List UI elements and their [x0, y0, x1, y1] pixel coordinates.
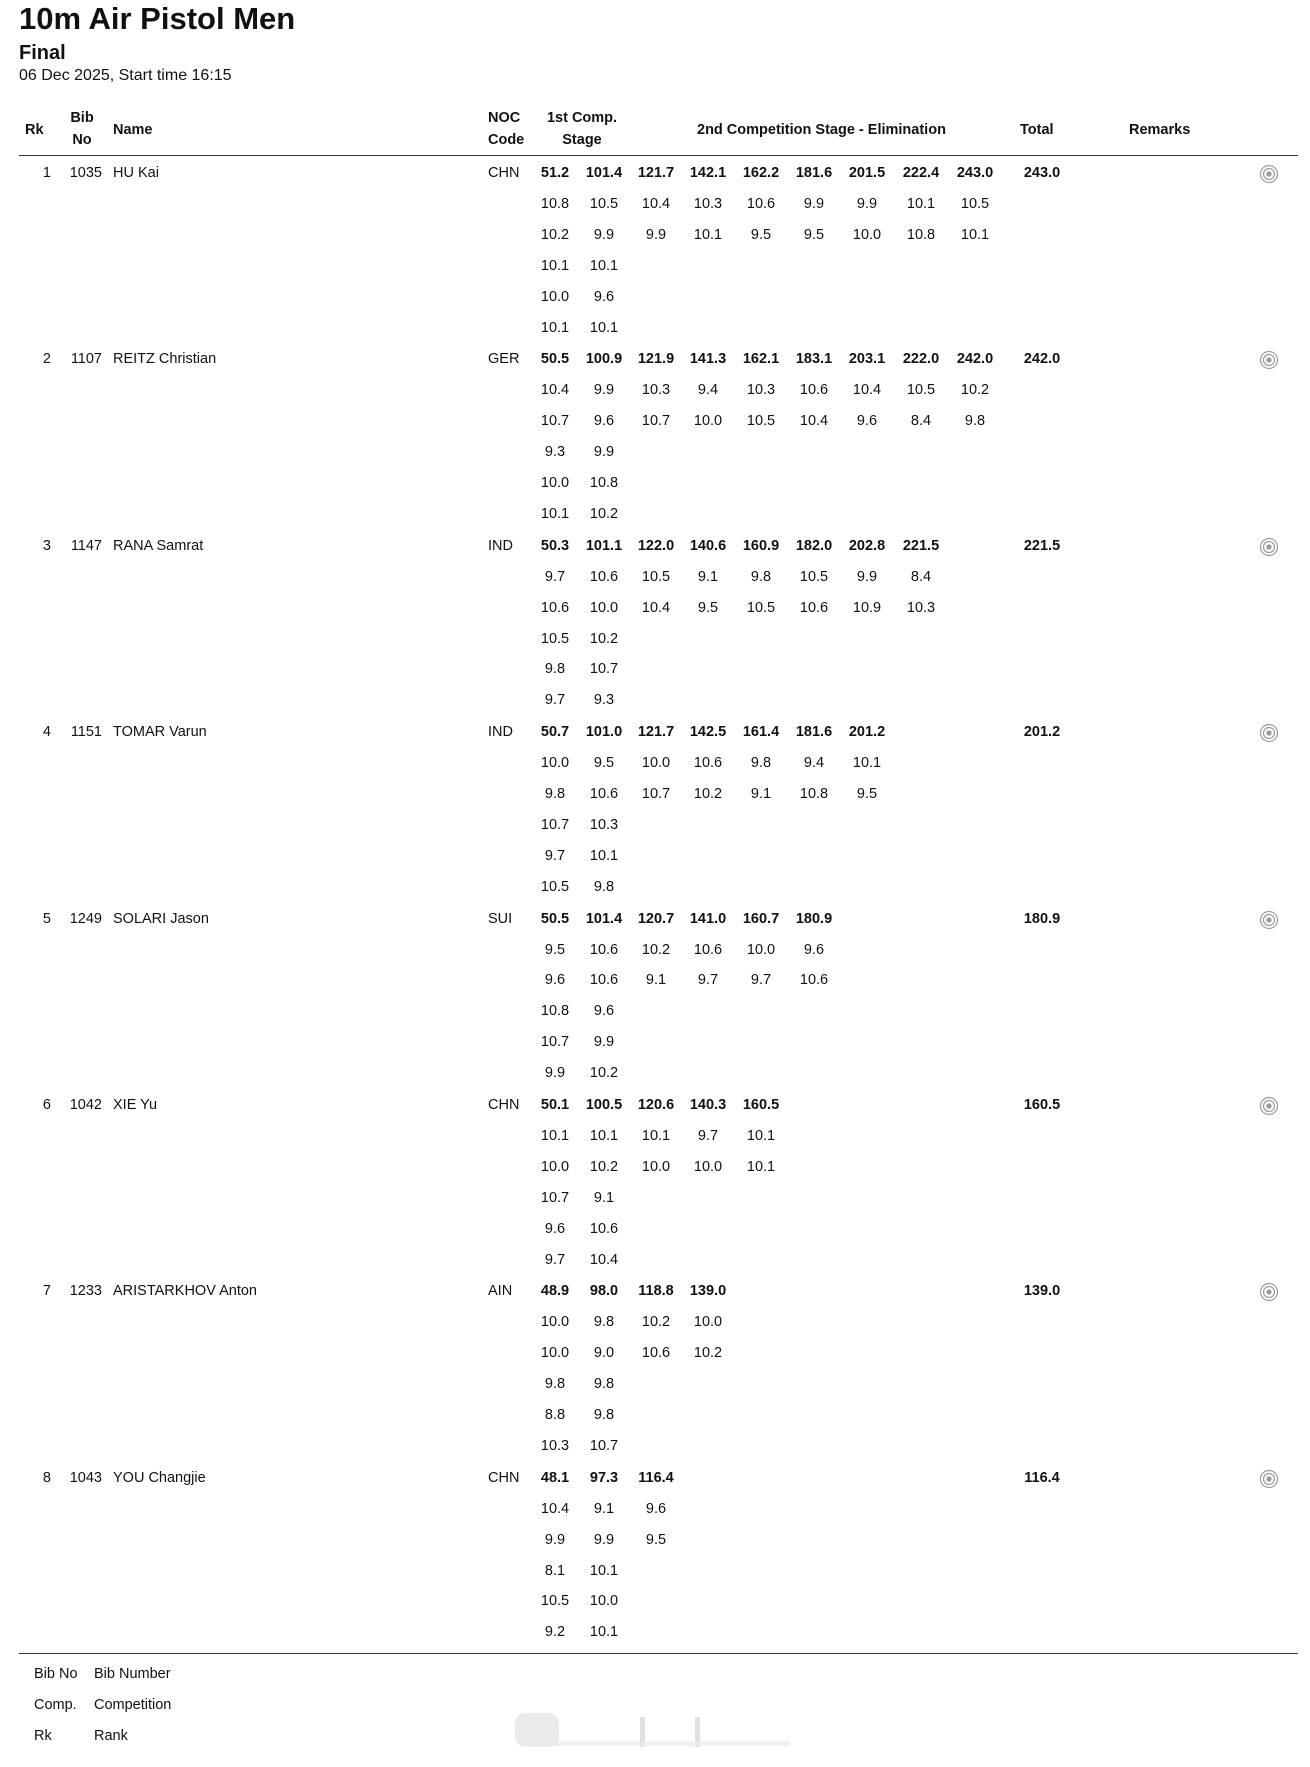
stage1-shot-score: 10.6 [589, 786, 619, 802]
stage1-shot-score: 10.1 [540, 1127, 570, 1144]
athlete-total: 201.2 [1023, 724, 1061, 741]
stage1-series-total: 101.1 [585, 537, 623, 554]
athlete-name: SOLARI Jason [113, 910, 209, 927]
stage2-shot-score: 10.7 [641, 786, 671, 802]
stage1-shot-score: 10.4 [540, 382, 570, 399]
stage2-shot-score: 10.8 [906, 226, 936, 243]
stage1-shot-score: 9.8 [593, 1376, 615, 1393]
stage1-shot-score: 10.2 [540, 226, 570, 243]
stage2-shot-score: 10.5 [746, 413, 776, 430]
stage1-shot-score: 10.1 [540, 319, 570, 336]
stage1-shot-score: 10.5 [589, 195, 619, 212]
stage1-shot-score: 10.7 [540, 413, 570, 430]
stage2-cumulative-score: 180.9 [795, 910, 833, 927]
stage1-series-total: 50.5 [540, 910, 570, 927]
athlete-noc: CHN [488, 1469, 520, 1486]
stage2-shot-score: 10.2 [641, 941, 671, 958]
stage1-shot-score: 9.6 [593, 413, 615, 430]
stage1-shot-score: 9.8 [593, 1407, 615, 1423]
header-divider [19, 155, 1298, 156]
stage1-shot-score: 9.7 [544, 1251, 566, 1268]
stage2-shot-score: 10.0 [693, 1314, 723, 1331]
stage2-shot-score: 10.6 [799, 382, 829, 399]
watermark-logo [515, 1705, 790, 1753]
stage1-shot-score: 10.6 [589, 1220, 619, 1237]
stage2-cumulative-score: 202.8 [848, 537, 886, 554]
stage1-shot-score: 9.6 [544, 972, 566, 989]
stage1-shot-score: 9.9 [544, 1065, 566, 1082]
legend-meaning: Rank [94, 1728, 128, 1744]
stage2-cumulative-score: 222.0 [902, 351, 940, 368]
header-remarks: Remarks [1129, 122, 1191, 138]
stage2-shot-score: 10.6 [799, 599, 829, 616]
header-noc-line2: Code [488, 132, 525, 148]
stage1-shot-score: 9.6 [593, 1003, 615, 1020]
stage2-shot-score: 9.7 [697, 1127, 719, 1144]
stage1-shot-score: 10.0 [540, 1314, 570, 1331]
stage1-shot-score: 10.0 [540, 1345, 570, 1362]
target-icon[interactable] [1259, 1282, 1279, 1302]
target-icon[interactable] [1259, 164, 1279, 184]
stage1-shot-score: 10.1 [589, 1624, 619, 1641]
stage2-shot-score: 10.1 [906, 195, 936, 212]
stage1-shot-score: 10.6 [589, 941, 619, 958]
stage2-shot-score: 10.4 [799, 413, 829, 430]
stage2-cumulative-score: 222.4 [902, 165, 940, 181]
athlete-total: 243.0 [1023, 165, 1061, 181]
stage2-shot-score: 10.1 [960, 226, 990, 243]
stage1-shot-score: 10.0 [589, 1593, 619, 1610]
stage2-cumulative-score: 182.0 [795, 537, 833, 554]
stage2-cumulative-score: 161.4 [742, 724, 780, 741]
stage1-shot-score: 9.5 [593, 755, 615, 772]
stage2-shot-score: 10.5 [799, 568, 829, 585]
stage1-shot-score: 10.4 [589, 1251, 619, 1268]
stage1-shot-score: 9.6 [544, 1220, 566, 1237]
stage1-shot-score: 10.1 [540, 257, 570, 274]
athlete-name: ARISTARKHOV Anton [113, 1283, 257, 1300]
stage1-series-total: 101.4 [585, 910, 623, 927]
stage1-shot-score: 10.3 [540, 1437, 570, 1454]
stage1-shot-score: 10.7 [589, 661, 619, 678]
legend-meaning: Competition [94, 1697, 172, 1713]
stage2-shot-score: 10.5 [960, 195, 990, 212]
stage2-cumulative-score: 141.0 [689, 910, 727, 927]
stage1-series-total: 97.3 [589, 1469, 619, 1486]
stage2-shot-score: 9.6 [803, 941, 825, 958]
stage2-shot-score: 9.1 [697, 568, 719, 585]
legend-abbreviation: Rk [34, 1728, 52, 1744]
stage1-shot-score: 10.0 [540, 755, 570, 772]
header-stage1-line2: Stage [562, 132, 602, 148]
header-rank: Rk [25, 122, 44, 138]
stage2-cumulative-score: 201.2 [848, 724, 886, 741]
stage2-shot-score: 9.8 [964, 413, 986, 430]
header-name: Name [113, 122, 153, 138]
athlete-bib: 1035 [69, 165, 102, 181]
stage2-cumulative-score: 183.1 [795, 351, 833, 368]
athlete-rank: 2 [42, 351, 51, 368]
athlete-bib: 1107 [70, 351, 102, 368]
stage1-shot-score: 9.8 [593, 878, 615, 895]
stage2-cumulative-score: 221.5 [902, 537, 940, 554]
stage2-shot-score: 10.2 [960, 382, 990, 399]
header-stage1-line1: 1st Comp. [546, 110, 618, 126]
athlete-noc: IND [488, 724, 513, 741]
stage1-shot-score: 10.7 [540, 1189, 570, 1206]
athlete-rank: 8 [42, 1469, 51, 1486]
target-icon[interactable] [1259, 1096, 1279, 1116]
stage2-shot-score: 9.9 [856, 568, 878, 585]
stage2-shot-score: 10.3 [641, 382, 671, 399]
stage1-shot-score: 10.6 [540, 599, 570, 616]
stage1-shot-score: 10.7 [540, 816, 570, 833]
stage2-shot-score: 10.8 [799, 786, 829, 802]
target-icon[interactable] [1259, 910, 1279, 930]
stage2-shot-score: 10.0 [641, 1158, 671, 1175]
athlete-rank: 4 [42, 724, 51, 741]
stage2-shot-score: 10.3 [906, 599, 936, 616]
athlete-total: 242.0 [1023, 351, 1061, 368]
stage1-shot-score: 10.3 [589, 816, 619, 833]
stage2-cumulative-score: 141.3 [689, 351, 727, 368]
stage1-shot-score: 10.1 [589, 257, 619, 274]
stage1-shot-score: 10.6 [589, 568, 619, 585]
stage2-shot-score: 10.3 [746, 382, 776, 399]
stage2-cumulative-score: 121.7 [637, 165, 675, 181]
stage1-shot-score: 9.8 [544, 1376, 566, 1393]
stage2-shot-score: 10.3 [693, 195, 723, 212]
stage1-shot-score: 10.1 [589, 847, 619, 864]
target-icon[interactable] [1259, 723, 1279, 743]
header-total: Total [1020, 122, 1054, 138]
stage2-shot-score: 10.2 [693, 786, 723, 802]
stage1-series-total: 100.9 [585, 351, 623, 368]
stage2-shot-score: 10.0 [746, 941, 776, 958]
stage2-shot-score: 9.9 [803, 195, 825, 212]
stage1-shot-score: 10.8 [540, 1003, 570, 1020]
target-icon[interactable] [1259, 537, 1279, 557]
athlete-name: RANA Samrat [113, 537, 204, 554]
stage1-shot-score: 9.9 [593, 382, 615, 399]
stage1-shot-score: 10.5 [540, 878, 570, 895]
stage1-shot-score: 10.0 [589, 599, 619, 616]
stage2-shot-score: 10.6 [799, 972, 829, 989]
stage2-shot-score: 9.7 [750, 972, 772, 989]
stage2-cumulative-score: 160.9 [742, 537, 780, 554]
stage2-cumulative-score: 181.6 [795, 165, 833, 181]
athlete-noc: CHN [488, 1097, 520, 1113]
stage2-shot-score: 9.8 [750, 568, 772, 585]
stage1-shot-score: 9.8 [544, 786, 566, 802]
stage2-shot-score: 10.6 [693, 941, 723, 958]
athlete-name: XIE Yu [113, 1097, 158, 1113]
stage2-cumulative-score: 242.0 [956, 351, 994, 368]
stage2-cumulative-score: 121.9 [637, 351, 675, 368]
header-noc-line1: NOC [488, 110, 521, 126]
page-title: 10m Air Pistol Men [19, 1, 296, 36]
athlete-noc: IND [488, 537, 513, 554]
athlete-bib: 1249 [69, 910, 102, 927]
stage1-shot-score: 9.9 [544, 1531, 566, 1548]
stage2-cumulative-score: 122.0 [637, 537, 675, 554]
stage1-shot-score: 10.0 [540, 1158, 570, 1175]
stage1-shot-score: 10.1 [540, 505, 570, 522]
stage1-series-total: 101.0 [585, 724, 623, 741]
athlete-bib: 1042 [69, 1097, 102, 1113]
stage1-shot-score: 10.6 [589, 972, 619, 989]
stage2-shot-score: 9.4 [697, 382, 719, 399]
athlete-bib: 1151 [70, 724, 102, 741]
stage1-shot-score: 10.7 [589, 1437, 619, 1454]
stage1-series-total: 48.9 [540, 1283, 570, 1300]
legend-abbreviation: Bib No [34, 1666, 78, 1682]
athlete-noc: SUI [488, 910, 513, 927]
stage1-series-total: 50.7 [540, 724, 570, 741]
legend-abbreviation: Comp. [34, 1697, 77, 1713]
stage2-shot-score: 9.5 [803, 226, 825, 243]
stage2-cumulative-score: 118.8 [638, 1283, 674, 1300]
stage2-shot-score: 8.4 [910, 568, 932, 585]
stage1-shot-score: 10.5 [540, 630, 570, 647]
stage1-series-total: 98.0 [589, 1283, 619, 1300]
stage2-shot-score: 9.5 [750, 226, 772, 243]
stage2-cumulative-score: 140.6 [689, 537, 727, 554]
stage2-shot-score: 9.1 [645, 972, 667, 989]
athlete-noc: AIN [488, 1283, 513, 1300]
athlete-rank: 1 [42, 165, 51, 181]
stage2-cumulative-score: 120.6 [637, 1097, 675, 1113]
stage1-shot-score: 8.1 [544, 1562, 566, 1579]
stage2-shot-score: 9.5 [856, 786, 878, 802]
stage2-shot-score: 9.6 [856, 413, 878, 430]
stage2-shot-score: 9.4 [803, 755, 825, 772]
header-stage2: 2nd Competition Stage - Elimination [697, 122, 946, 138]
footer-divider [19, 1653, 1298, 1654]
stage1-series-total: 100.5 [585, 1097, 623, 1113]
header-bib-line2: No [72, 132, 92, 148]
stage2-shot-score: 10.6 [693, 755, 723, 772]
stage2-shot-score: 10.4 [852, 382, 882, 399]
stage2-shot-score: 9.9 [645, 226, 667, 243]
stage2-cumulative-score: 139.0 [689, 1283, 727, 1300]
athlete-total: 139.0 [1023, 1283, 1061, 1300]
stage1-shot-score: 8.8 [544, 1407, 566, 1423]
stage2-shot-score: 10.5 [641, 568, 671, 585]
stage2-shot-score: 9.6 [645, 1500, 667, 1517]
athlete-total: 160.5 [1023, 1097, 1061, 1113]
stage1-shot-score: 10.2 [589, 1065, 619, 1082]
stage2-cumulative-score: 162.1 [742, 351, 780, 368]
athlete-name: TOMAR Varun [113, 724, 207, 741]
stage1-shot-score: 9.7 [544, 568, 566, 585]
target-icon[interactable] [1259, 1469, 1279, 1489]
stage2-cumulative-score: 181.6 [795, 724, 833, 741]
stage2-shot-score: 10.4 [641, 599, 671, 616]
athlete-bib: 1233 [69, 1283, 102, 1300]
stage1-shot-score: 9.9 [593, 1531, 615, 1548]
stage1-shot-score: 10.0 [540, 475, 570, 491]
stage2-cumulative-score: 140.3 [689, 1097, 727, 1113]
stage2-shot-score: 10.4 [641, 195, 671, 212]
header-bib-line1: Bib [70, 110, 94, 126]
page-subtitle: Final [19, 42, 66, 64]
stage1-shot-score: 10.8 [540, 195, 570, 212]
athlete-name: HU Kai [113, 165, 159, 181]
stage2-shot-score: 9.1 [750, 786, 772, 802]
stage1-shot-score: 9.3 [593, 692, 615, 709]
stage2-shot-score: 9.9 [856, 195, 878, 212]
stage2-shot-score: 10.0 [693, 1158, 723, 1175]
stage2-cumulative-score: 203.1 [848, 351, 886, 368]
stage2-cumulative-score: 120.7 [637, 910, 675, 927]
stage2-shot-score: 9.5 [645, 1531, 667, 1548]
stage1-shot-score: 10.8 [589, 475, 619, 491]
stage2-shot-score: 10.1 [693, 226, 723, 243]
stage1-series-total: 51.2 [540, 165, 570, 181]
stage1-shot-score: 9.1 [593, 1189, 615, 1206]
stage1-shot-score: 9.5 [544, 941, 566, 958]
athlete-rank: 7 [42, 1283, 51, 1300]
stage1-shot-score: 10.1 [589, 1562, 619, 1579]
stage2-shot-score: 8.4 [910, 413, 932, 430]
stage1-shot-score: 9.9 [593, 444, 615, 461]
athlete-total: 180.9 [1023, 910, 1061, 927]
stage2-cumulative-score: 243.0 [956, 165, 994, 181]
stage2-shot-score: 10.5 [906, 382, 936, 399]
stage2-shot-score: 10.7 [641, 413, 671, 430]
athlete-rank: 5 [42, 910, 51, 927]
stage2-cumulative-score: 162.2 [742, 165, 780, 181]
stage1-shot-score: 9.8 [593, 1314, 615, 1331]
stage2-shot-score: 9.5 [697, 599, 719, 616]
stage1-shot-score: 10.2 [589, 1158, 619, 1175]
athlete-name: YOU Changjie [113, 1469, 206, 1486]
stage2-shot-score: 10.0 [693, 413, 723, 430]
stage2-cumulative-score: 160.7 [742, 910, 780, 927]
stage2-shot-score: 9.8 [750, 755, 772, 772]
stage1-series-total: 101.4 [585, 165, 623, 181]
stage1-shot-score: 9.8 [544, 661, 566, 678]
athlete-total: 221.5 [1023, 537, 1061, 554]
stage1-series-total: 50.5 [540, 351, 570, 368]
stage1-shot-score: 9.7 [544, 692, 566, 709]
stage1-shot-score: 10.4 [540, 1500, 570, 1517]
stage2-shot-score: 10.0 [641, 755, 671, 772]
stage2-cumulative-score: 116.4 [638, 1469, 674, 1486]
stage2-cumulative-score: 142.1 [689, 165, 727, 181]
stage2-shot-score: 10.5 [746, 599, 776, 616]
stage2-shot-score: 10.1 [746, 1127, 776, 1144]
stage1-series-total: 50.3 [540, 537, 570, 554]
stage2-shot-score: 10.1 [746, 1158, 776, 1175]
stage2-cumulative-score: 142.5 [689, 724, 727, 741]
target-icon[interactable] [1259, 350, 1279, 370]
stage2-cumulative-score: 201.5 [848, 165, 886, 181]
athlete-noc: GER [488, 351, 520, 368]
athlete-rank: 3 [42, 537, 51, 554]
athlete-bib: 1147 [70, 537, 102, 554]
stage2-shot-score: 10.1 [852, 755, 882, 772]
stage2-shot-score: 10.1 [641, 1127, 671, 1144]
stage2-shot-score: 10.0 [852, 226, 882, 243]
stage1-shot-score: 9.0 [593, 1345, 615, 1362]
athlete-bib: 1043 [69, 1469, 102, 1486]
stage2-shot-score: 9.7 [697, 972, 719, 989]
stage1-shot-score: 10.1 [589, 1127, 619, 1144]
stage1-shot-score: 10.2 [589, 505, 619, 522]
stage2-shot-score: 10.9 [852, 599, 882, 616]
stage1-shot-score: 10.2 [589, 630, 619, 647]
stage1-shot-score: 9.1 [593, 1500, 615, 1517]
stage1-shot-score: 9.9 [593, 226, 615, 243]
stage1-shot-score: 9.6 [593, 288, 615, 305]
stage1-series-total: 50.1 [540, 1097, 570, 1113]
athlete-noc: CHN [488, 165, 520, 181]
stage2-shot-score: 10.2 [693, 1345, 723, 1362]
stage1-shot-score: 10.0 [540, 288, 570, 305]
stage1-shot-score: 9.9 [593, 1034, 615, 1051]
stage1-series-total: 48.1 [540, 1469, 570, 1486]
stage1-shot-score: 9.7 [544, 847, 566, 864]
stage1-shot-score: 9.3 [544, 444, 566, 461]
stage1-shot-score: 10.7 [540, 1034, 570, 1051]
legend-meaning: Bib Number [94, 1666, 171, 1682]
athlete-total: 116.4 [1024, 1469, 1060, 1486]
stage1-shot-score: 9.2 [544, 1624, 566, 1641]
stage2-shot-score: 10.2 [641, 1314, 671, 1331]
stage1-shot-score: 10.1 [589, 319, 619, 336]
stage2-cumulative-score: 121.7 [637, 724, 675, 741]
stage2-shot-score: 10.6 [641, 1345, 671, 1362]
stage2-cumulative-score: 160.5 [742, 1097, 780, 1113]
event-date-time: 06 Dec 2025, Start time 16:15 [19, 67, 232, 84]
stage1-shot-score: 10.5 [540, 1593, 570, 1610]
athlete-rank: 6 [42, 1097, 51, 1113]
athlete-name: REITZ Christian [113, 351, 217, 368]
stage2-shot-score: 10.6 [746, 195, 776, 212]
